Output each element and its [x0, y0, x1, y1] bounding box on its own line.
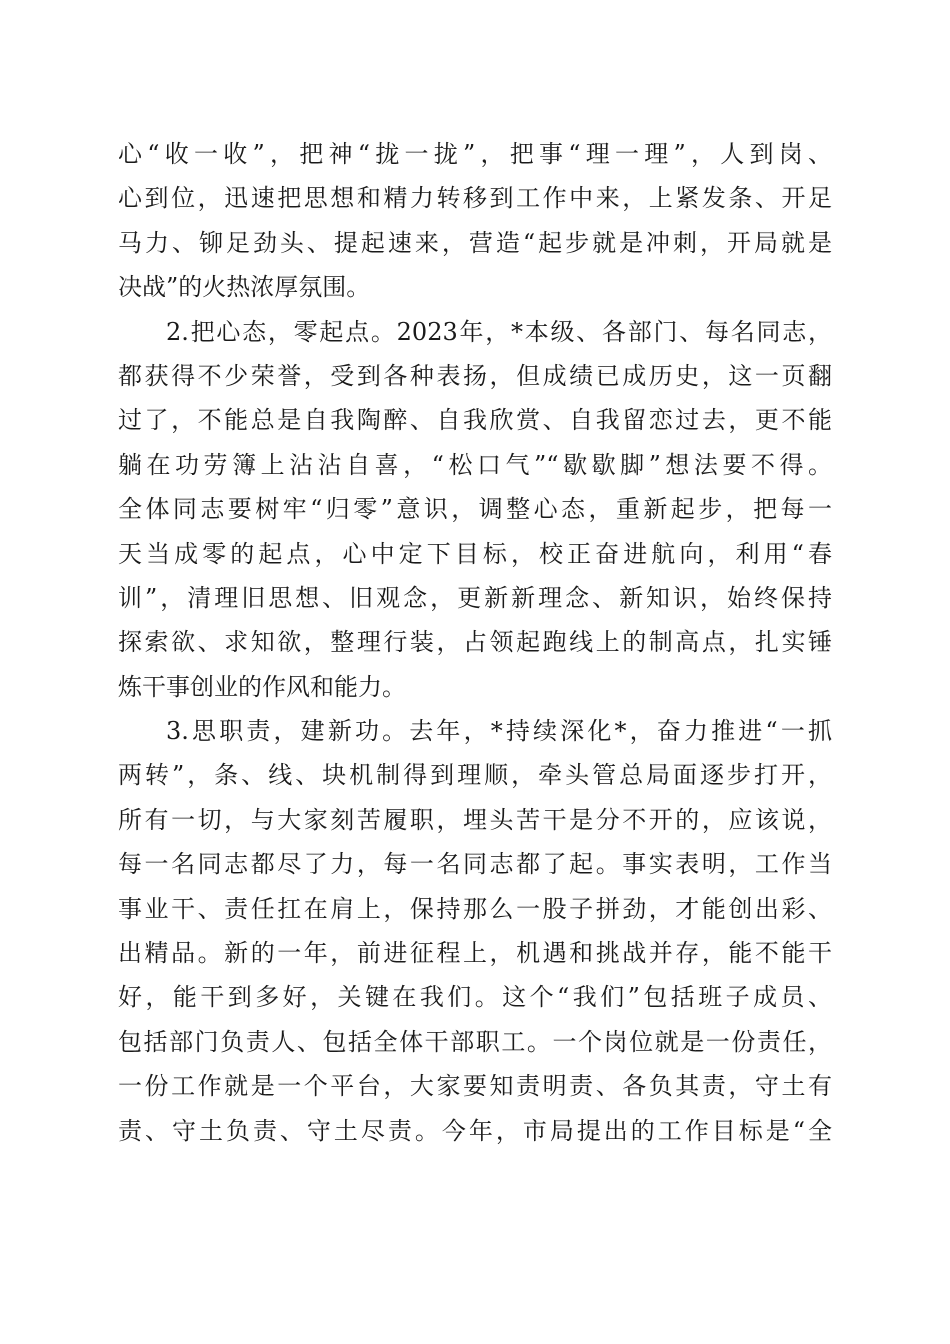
text-line: 躺在功劳簿上沾沾自喜，“松口气”“歇歇脚”想法要不得。: [118, 450, 832, 479]
paragraph-2-start: 2.把心态，零起点。2023年，*本级、各部门、每名同志，: [166, 317, 832, 346]
text-line: 事业干、责任扛在肩上，保持那么一股子拼劲，才能创出彩、: [118, 894, 832, 923]
text-line: 出精品。新的一年，前进征程上，机遇和挑战并存，能不能干: [118, 939, 832, 968]
text-line: 马力、铆足劲头、提起速来，营造“起步就是冲刺，开局就是: [118, 228, 832, 257]
text-line: 炼干事创业的作风和能力。: [118, 672, 406, 701]
text-line: 心到位，迅速把思想和精力转移到工作中来，上紧发条、开足: [118, 184, 832, 213]
text-line: 训”，清理旧思想、旧观念，更新新理念、新知识，始终保持: [118, 583, 832, 612]
text-line: 都获得不少荣誉，受到各种表扬，但成绩已成历史，这一页翻: [118, 361, 832, 390]
text-line: 每一名同志都尽了力，每一名同志都了起。事实表明，工作当: [118, 850, 832, 879]
text-line: 包括部门负责人、包括全体干部职工。一个岗位就是一份责任，: [118, 1027, 832, 1056]
text-line: 探索欲、求知欲，整理行装，占领起跑线上的制高点，扎实锤: [118, 628, 832, 657]
body-text: [118, 132, 832, 1153]
text-line: 全体同志要树牢“归零”意识，调整心态，重新起步，把每一: [118, 495, 832, 524]
text-line: 过了，不能总是自我陶醉、自我欣赏、自我留恋过去，更不能: [118, 406, 832, 435]
paragraph-3-start: 3.思职责，建新功。去年，*持续深化*，奋力推进“一抓: [166, 717, 832, 746]
text-line: 心“收一收”，把神“拢一拢”，把事“理一理”，人到岗、: [118, 140, 832, 168]
text-line: 责、守土负责、守土尽责。今年，市局提出的工作目标是“全: [118, 1116, 832, 1145]
text-line: 好，能干到多好，关键在我们。这个“我们”包括班子成员、: [118, 983, 832, 1012]
text-line: 天当成零的起点，心中定下目标，校正奋进航向，利用“春: [118, 539, 832, 568]
text-line: 两转”，条、线、块机制得到理顺，牵头管总局面逐步打开，: [118, 761, 832, 790]
text-line: 一份工作就是一个平台，大家要知责明责、各负其责，守土有: [118, 1072, 832, 1101]
text-line: 决战”的火热浓厚氛围。: [118, 273, 371, 302]
text-line: 所有一切，与大家刻苦履职，埋头苦干是分不开的，应该说，: [118, 805, 832, 834]
